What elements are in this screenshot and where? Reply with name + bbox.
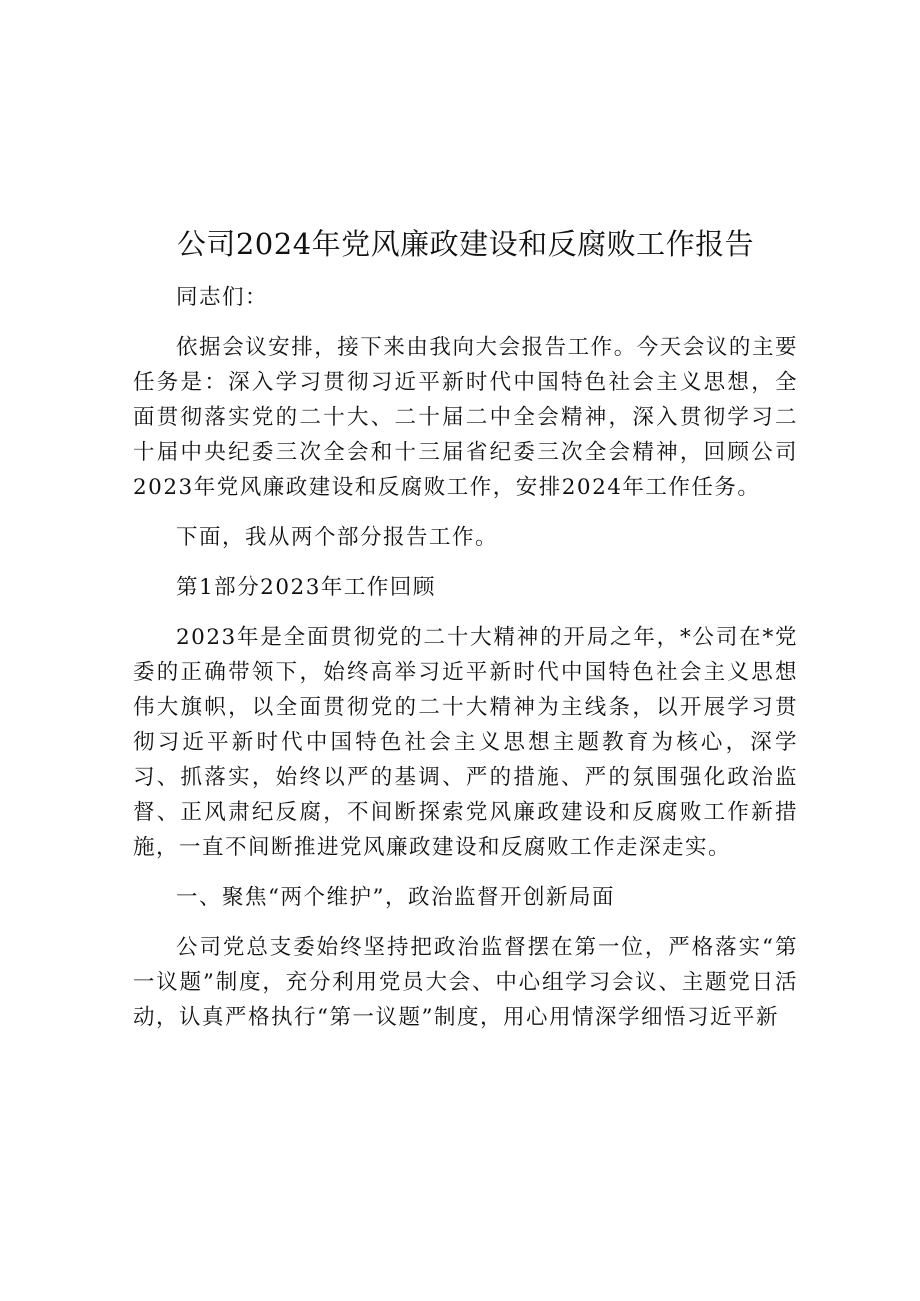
part1-paragraph: 2023年是全面贯彻党的二十大精神的开局之年，*公司在*党委的正确带领下，始终高举习近平新时代中国特色社会主义思想伟大旗帜，以全面贯彻党的二十大精神为主线条，以开展学习贯彻习近平新时代中国特色社会主义思想主题教育为核心，深学习、抓落实，始终以严的基调、严的措施、严的氛围强化政治监督、正风肃纪反腐，不间断探索党风廉政建设和反腐败工作新措施，一直不间断推进党风廉政建设和反腐败工作走深走实。	[133, 625, 798, 860]
section1-heading: 一、聚焦“两个维护”，政治监督开创新局面	[176, 885, 615, 910]
section1-paragraph: 公司党总支委始终坚持把政治监督摆在第一位，严格落实“第一议题”制度，充分利用党员大会、中心组学习会议、主题党日活动，认真严格执行“第一议题”制度，用心用情深学细悟习近平新	[133, 935, 798, 1030]
document-title: 公司2024年党风廉政建设和反腐败工作报告	[176, 227, 755, 261]
intro-paragraph: 依据会议安排，接下来由我向大会报告工作。今天会议的主要任务是：深入学习贯彻习近平新时代中国特色社会主义思想，全面贯彻落实党的二十大、二十届二中全会精神，深入贯彻学习二十届中央纪委三次全会和十三届省纪委三次全会精神，回顾公司2023年党风廉政建设和反腐败工作，安排2024年工作任务。	[133, 335, 798, 500]
outline-paragraph: 下面，我从两个部分报告工作。	[176, 525, 499, 550]
salutation: 同志们：	[176, 285, 269, 310]
part1-heading: 第1部分2023年工作回顾	[176, 575, 436, 600]
